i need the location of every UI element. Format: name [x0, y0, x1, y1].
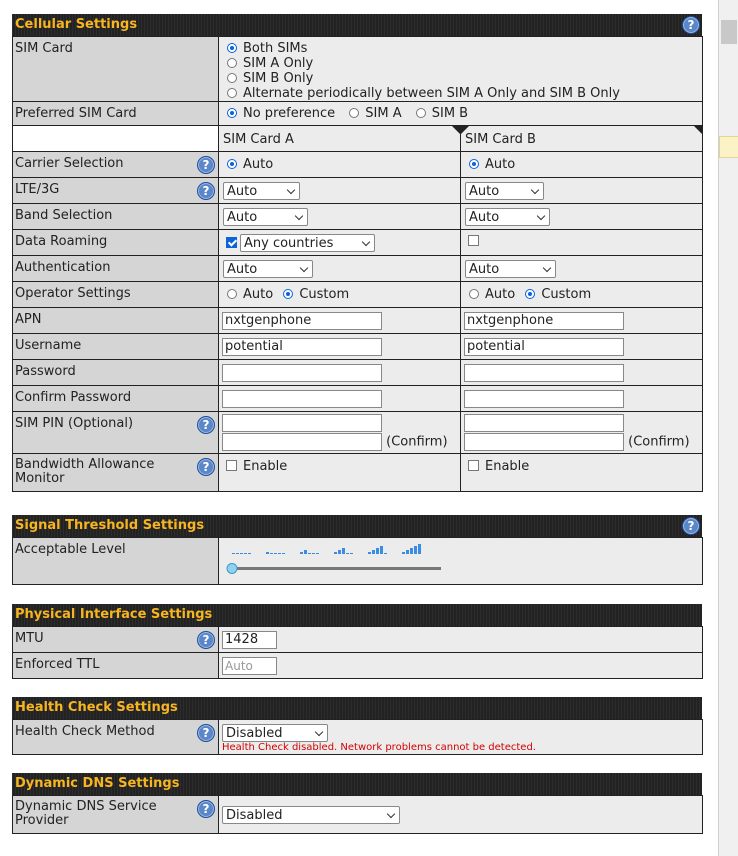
blank-cell: [13, 126, 219, 152]
sim-card-b-header: SIM Card B: [461, 126, 703, 152]
signal-bar: [342, 548, 345, 554]
radio-icon[interactable]: [227, 108, 237, 118]
chevron-down-icon: [300, 264, 308, 272]
sim-pin-a-confirm-input[interactable]: [222, 433, 382, 451]
carrier-b[interactable]: Auto: [461, 152, 703, 178]
operator-a-auto[interactable]: Auto: [227, 287, 273, 302]
radio-icon[interactable]: [469, 159, 479, 169]
radio-icon[interactable]: [416, 108, 426, 118]
sim-card-a-header: SIM Card A: [219, 126, 461, 152]
bandwidth-allowance-label: Bandwidth Allowance Monitor ?: [13, 454, 219, 492]
section-header: [12, 14, 702, 36]
signal-bar: [338, 550, 341, 554]
chevron-down-icon: [387, 810, 395, 818]
bandwidth-a-checkbox[interactable]: [226, 460, 237, 471]
chevron-down-icon: [295, 212, 303, 220]
username-b-input[interactable]: potential: [464, 338, 624, 356]
band-b-select[interactable]: Auto: [465, 208, 550, 226]
radio-icon[interactable]: [283, 289, 293, 299]
signal-level-control: [219, 538, 703, 585]
operator-a-custom[interactable]: Custom: [283, 287, 349, 302]
signal-bar: [244, 553, 247, 554]
preferred-sim-b[interactable]: SIM B: [416, 106, 468, 121]
signal-bar: [414, 546, 417, 554]
signal-bar: [376, 548, 379, 554]
sim-pin-b-confirm-input[interactable]: [464, 433, 624, 451]
operator-a: [219, 282, 461, 308]
radio-icon[interactable]: [227, 159, 237, 169]
password-b-input[interactable]: [464, 364, 624, 382]
signal-bar: [300, 552, 303, 554]
confirm-label: (Confirm): [386, 434, 448, 450]
preferred-sim-a[interactable]: SIM A: [349, 106, 401, 121]
help-icon[interactable]: ?: [197, 182, 215, 200]
mtu-label: MTU ?: [13, 627, 219, 653]
operator-settings-label: Operator Settings: [13, 282, 219, 308]
signal-bar: [418, 544, 421, 554]
section-header: [12, 515, 702, 537]
signal-bar: [316, 553, 319, 554]
signal-bar: [410, 548, 413, 554]
lte-3g-label: LTE/3G ?: [13, 178, 219, 204]
signal-bar: [402, 552, 405, 554]
help-icon[interactable]: ?: [197, 724, 215, 742]
password-a-input[interactable]: [222, 364, 382, 382]
ddns-provider-select[interactable]: Disabled: [222, 806, 400, 824]
corner-decoration: [461, 126, 469, 134]
health-check-method-label: Health Check Method ?: [13, 720, 219, 755]
signal-bars-icon: [225, 540, 465, 584]
bandwidth-b-checkbox[interactable]: [468, 460, 479, 471]
signal-bar: [304, 550, 307, 554]
bandwidth-a[interactable]: Enable: [219, 454, 461, 492]
signal-bar: [406, 550, 409, 554]
lte-a-select[interactable]: Auto: [223, 182, 300, 200]
preferred-no-preference[interactable]: No preference: [227, 106, 335, 121]
corner-decoration: [694, 126, 702, 134]
authentication-label: Authentication: [13, 256, 219, 282]
apn-a-input[interactable]: nxtgenphone: [222, 312, 382, 330]
signal-bar: [232, 553, 235, 554]
bandwidth-b[interactable]: Enable: [461, 454, 703, 492]
signal-bar: [380, 546, 383, 554]
confirm-password-label: Confirm Password: [13, 386, 219, 412]
chevron-down-icon: [531, 186, 539, 194]
signal-bar: [282, 553, 285, 554]
slider-track: [231, 567, 441, 570]
sim-option-a[interactable]: SIM A Only: [227, 56, 702, 71]
radio-icon[interactable]: [469, 289, 479, 299]
health-check-method-select[interactable]: Disabled: [222, 724, 328, 742]
help-icon[interactable]: ?: [682, 16, 700, 34]
scrollbar-thumb[interactable]: [721, 20, 737, 44]
slider-handle[interactable]: [227, 564, 237, 574]
signal-bar: [372, 550, 375, 554]
section-title: Physical Interface Settings: [15, 607, 213, 622]
roaming-a-select[interactable]: Any countries: [240, 234, 375, 252]
confirm-label: (Confirm): [628, 434, 690, 450]
section-title: Health Check Settings: [15, 700, 178, 715]
cellular-settings-section: [12, 14, 702, 492]
chevron-down-icon: [287, 186, 295, 194]
chevron-down-icon: [315, 728, 323, 736]
roaming-a-checkbox[interactable]: [226, 237, 237, 248]
signal-bar: [312, 553, 315, 554]
username-label: Username: [13, 334, 219, 360]
ddns-provider-label: Dynamic DNS Service Provider ?: [13, 796, 219, 834]
radio-icon[interactable]: [227, 289, 237, 299]
signal-bar: [384, 553, 387, 554]
apn-label: APN: [13, 308, 219, 334]
signal-threshold-section: [12, 515, 702, 585]
operator-b: [461, 282, 703, 308]
ttl-input[interactable]: Auto: [222, 657, 277, 675]
help-icon[interactable]: ?: [197, 156, 215, 174]
signal-bar: [308, 553, 311, 554]
radio-icon[interactable]: [227, 58, 237, 68]
signal-bar: [274, 553, 277, 554]
radio-icon[interactable]: [227, 43, 237, 53]
radio-icon[interactable]: [227, 73, 237, 83]
operator-b-custom[interactable]: Custom: [525, 287, 591, 302]
username-a-input[interactable]: potential: [222, 338, 382, 356]
help-icon[interactable]: ?: [197, 416, 215, 434]
enforced-ttl-label: Enforced TTL: [13, 653, 219, 679]
radio-icon[interactable]: [525, 289, 535, 299]
section-header: [12, 697, 702, 719]
section-header: [12, 604, 702, 626]
sim-option-both[interactable]: Both SIMs: [227, 41, 702, 56]
cellular-settings-table: [12, 36, 703, 492]
sim-option-alternate[interactable]: Alternate periodically between SIM A Only and SIM B Only: [227, 86, 702, 101]
signal-bar: [368, 552, 371, 554]
roaming-b-checkbox[interactable]: [468, 235, 479, 246]
band-selection-label: Band Selection: [13, 204, 219, 230]
signal-bar: [270, 553, 273, 554]
section-title: Cellular Settings: [15, 17, 138, 32]
sim-card-options: [219, 37, 703, 102]
mtu-input[interactable]: 1428: [222, 631, 277, 649]
radio-icon[interactable]: [349, 108, 359, 118]
signal-bar: [266, 552, 269, 554]
lte-b-select[interactable]: Auto: [465, 182, 544, 200]
dynamic-dns-section: [12, 773, 702, 834]
signal-bar: [248, 553, 251, 554]
confirm-password-a-input[interactable]: [222, 390, 382, 408]
chevron-down-icon: [362, 238, 370, 246]
help-icon[interactable]: ?: [197, 631, 215, 649]
signal-bar: [240, 553, 243, 554]
data-roaming-label: Data Roaming: [13, 230, 219, 256]
carrier-selection-label: Carrier Selection ?: [13, 152, 219, 178]
section-title: Signal Threshold Settings: [15, 518, 205, 533]
signal-bar: [346, 553, 349, 554]
health-check-warning: Health Check disabled. Network problems cannot be detected.: [222, 742, 536, 753]
confirm-password-b-input[interactable]: [464, 390, 624, 408]
auth-b-select[interactable]: Auto: [465, 260, 556, 278]
signal-bar: [334, 552, 337, 554]
radio-icon[interactable]: [227, 88, 237, 98]
signal-bar: [278, 553, 281, 554]
chevron-down-icon: [537, 212, 545, 220]
acceptable-level-label: Acceptable Level: [13, 538, 219, 585]
preferred-sim-options: [219, 102, 703, 126]
chevron-down-icon: [543, 264, 551, 272]
sim-pin-b-input[interactable]: [464, 414, 624, 432]
sim-card-label: SIM Card: [13, 37, 219, 102]
help-icon[interactable]: ?: [197, 458, 215, 476]
health-check-section: [12, 697, 702, 755]
vertical-scrollbar[interactable]: [718, 0, 738, 856]
operator-b-auto[interactable]: Auto: [469, 287, 515, 302]
section-header: [12, 773, 702, 795]
password-label: Password: [13, 360, 219, 386]
sim-option-b[interactable]: SIM B Only: [227, 71, 702, 86]
carrier-a[interactable]: Auto: [219, 152, 461, 178]
band-a-select[interactable]: Auto: [223, 208, 308, 226]
physical-interface-section: [12, 604, 702, 679]
help-icon[interactable]: ?: [197, 800, 215, 818]
signal-bar: [350, 553, 353, 554]
signal-bar: [236, 553, 239, 554]
help-icon[interactable]: ?: [682, 517, 700, 535]
section-title: Dynamic DNS Settings: [15, 776, 180, 791]
sim-pin-a-input[interactable]: [222, 414, 382, 432]
sim-pin-label: SIM PIN (Optional) ?: [13, 412, 219, 454]
side-tab[interactable]: [719, 136, 738, 158]
corner-decoration: [452, 126, 460, 134]
auth-a-select[interactable]: Auto: [223, 260, 313, 278]
apn-b-input[interactable]: nxtgenphone: [464, 312, 624, 330]
preferred-sim-label: Preferred SIM Card: [13, 102, 219, 126]
